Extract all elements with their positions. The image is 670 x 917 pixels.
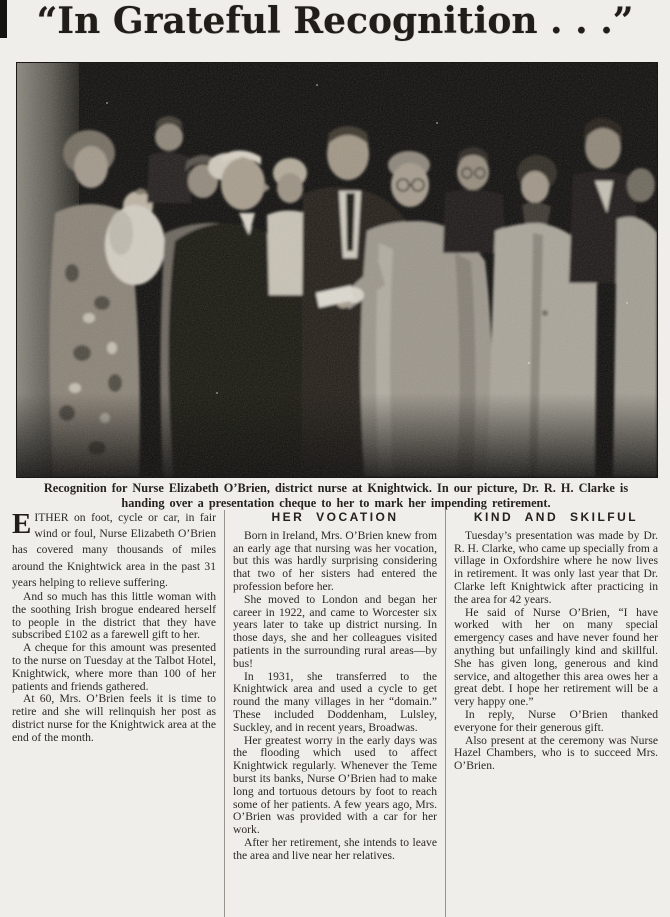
paragraph: At 60, Mrs. O’Brien feels it is time to retire and she will relinquish her post as district nurse for the Knightwick area at the end of the month.: [12, 692, 216, 744]
paragraph: After her retirement, she intends to leave the area and live near her relatives.: [233, 835, 437, 862]
paragraph: Her greatest worry in the early days was the flooding which used to affect Knightwick regularly. Whenever the Teme burst its banks, Nurse O’Brien had to make long and tortuous detours by foot to reach some of her patients. A few years ago, Mrs. O’Brien was provided with a car for her work.: [233, 733, 437, 837]
lead-paragraph: [12, 510, 216, 591]
news-photo: [17, 63, 657, 477]
paragraph: He said of Nurse O’Brien, “I have worked with her on many special emergency cases and have never found her anything but unfailingly kind and skillful. She has given long, generous and kind service, and altogether this area owes her a great debt. I hope her retirement will be a very happy one.”: [454, 605, 658, 709]
paragraph: She moved to London and began her career in 1922, and came to Worcester six years later to take up district nursing. In those days, she and her colleagues visited patients in the surrounding rural areas—by bus!: [233, 592, 437, 670]
column-header-kind-and-skilful: KIND AND SKILFUL: [473, 510, 639, 524]
paragraph: Tuesday’s presentation was made by Dr. R. H. Clarke, who came up specially from a village in Oxfordshire where he now lives in retirement. It was only last year that Dr. Clarke left Knightwick after practicing in the area for 42 years.: [454, 528, 658, 606]
paragraph: In 1931, she transferred to the Knightwick area and used a cycle to get round the many villages in her “domain.” These included Doddenham, Lulsley, Suckley, and in recent years, Broadwas.: [233, 669, 437, 734]
paragraph: A cheque for this amount was presented to the nurse on Tuesday at the Talbot Hotel, Knightwick, where more than 100 of her patients and friends gathered.: [12, 641, 216, 693]
column-middle: [224, 510, 445, 917]
column-header-her-vocation: HER VOCATION: [271, 510, 399, 524]
paragraph: In reply, Nurse O’Brien thanked everyone for their generous gift.: [454, 707, 658, 734]
lead-paragraph-text: ITHER on foot, cycle or car, in fair wind or foul, Nurse Elizabeth O’Brien has covered many thousands of miles around the Knightwick area in the past 31 years helping to relieve suffering.: [12, 511, 216, 589]
drop-cap: E: [12, 508, 32, 540]
column-right: [445, 510, 666, 917]
column-left: [4, 510, 224, 917]
photo-caption: Recognition for Nurse Elizabeth O’Brien, district nurse at Knightwick. In our picture, Dr. R. H. Clarke is handing over a presentation cheque to her to mark her impending retirement.: [43, 481, 629, 510]
paragraph: And so much has this little woman with the soothing Irish brogue endeared herself to people in the district that they have subscribed £102 as a farewell gift to her.: [12, 590, 216, 642]
paragraph: Born in Ireland, Mrs. O’Brien knew from an early age that nursing was her vocation, but this was hardly surprising considering that two of her sisters had entered the profession before her.: [233, 528, 437, 593]
article-headline: “In Grateful Recognition . . .”: [36, 0, 634, 42]
article-columns: [4, 510, 666, 917]
paragraph: Also present at the ceremony was Nurse Hazel Chambers, who is to succeed Mrs. O’Brien.: [454, 733, 658, 773]
presentation-ceremony-photo: [17, 63, 657, 477]
